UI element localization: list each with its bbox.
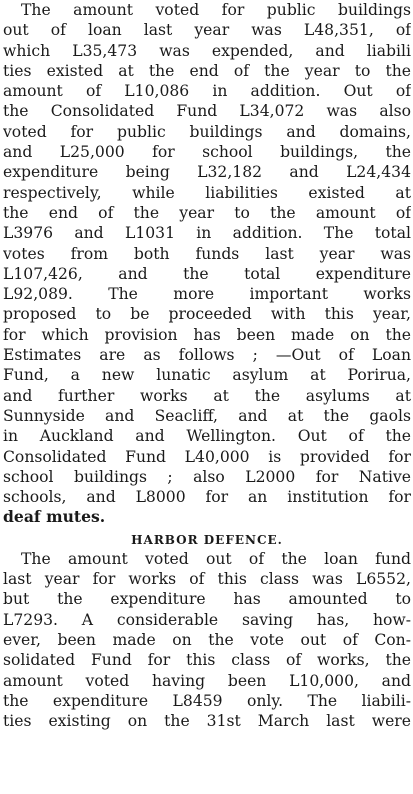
paragraph-public-buildings — [3, 0, 411, 528]
paragraph-harbor-defence — [3, 549, 411, 732]
text-line: expenditure being L32,182 and L24,434 — [3, 163, 411, 182]
text-line: L92,089. The more important works — [3, 285, 411, 304]
text-line: L107,426, and the total expenditure — [3, 264, 411, 283]
text-line: amount voted having been L10,000, and — [3, 671, 411, 690]
text-line: ties existing on the 31st March last were — [3, 712, 411, 731]
text-line: out of loan last year was L48,351, of — [3, 21, 411, 40]
text-line: The amount voted for public buildings — [21, 1, 411, 19]
text-line: school buildings ; also L2000 for Native — [3, 467, 411, 486]
text-line: for which provision has been made on the — [3, 325, 411, 344]
text-line: votes from both funds last year was — [3, 244, 411, 263]
text-line: schools, and L8000 for an institution for — [3, 488, 411, 507]
text-line: the expenditure L8459 only. The liabili- — [3, 691, 411, 710]
text-line: the Consolidated Fund L34,072 was also — [3, 102, 411, 121]
text-line: Fund, a new lunatic asylum at Porirua, — [3, 366, 411, 385]
text-line: Sunnyside and Seacliff, and at the gaols — [3, 406, 411, 425]
section-heading: HARBOR DEFENCE. — [131, 532, 283, 547]
text-line: L3976 and L1031 in addition. The total — [3, 224, 411, 243]
text-line: amount of L10,086 in addition. Out of — [3, 82, 411, 101]
text-line: ties existed at the end of the year to the — [3, 61, 411, 80]
text-line: and further works at the asylums at — [3, 386, 411, 405]
text-line: in Auckland and Wellington. Out of the — [3, 427, 411, 446]
text-line: proposed to be proceeded with this year, — [3, 305, 411, 324]
text-line: solidated Fund for this class of works, the — [3, 651, 411, 670]
text-line: Consolidated Fund L40,000 is provided for — [3, 447, 411, 466]
text-line: last year for works of this class was L6552, — [3, 570, 411, 589]
text-line: voted for public buildings and domains, — [3, 122, 411, 141]
text-line: deaf mutes. — [3, 507, 106, 527]
text-line: and L25,000 for school buildings, the — [3, 143, 411, 162]
text-line: Estimates are as follows ; —Out of Loan — [3, 346, 411, 365]
text-line: respectively, while liabilities existed at — [3, 183, 411, 202]
text-line: which L35,473 was expended, and liabili — [3, 41, 411, 60]
text-line: but the expenditure has amounted to — [3, 590, 411, 609]
text-line: ever, been made on the vote out of Con- — [3, 630, 411, 649]
text-line: the end of the year to the amount of — [3, 203, 411, 222]
text-line: L7293. A considerable saving has, how- — [3, 610, 411, 629]
text-line: The amount voted out of the loan fund — [21, 549, 411, 568]
